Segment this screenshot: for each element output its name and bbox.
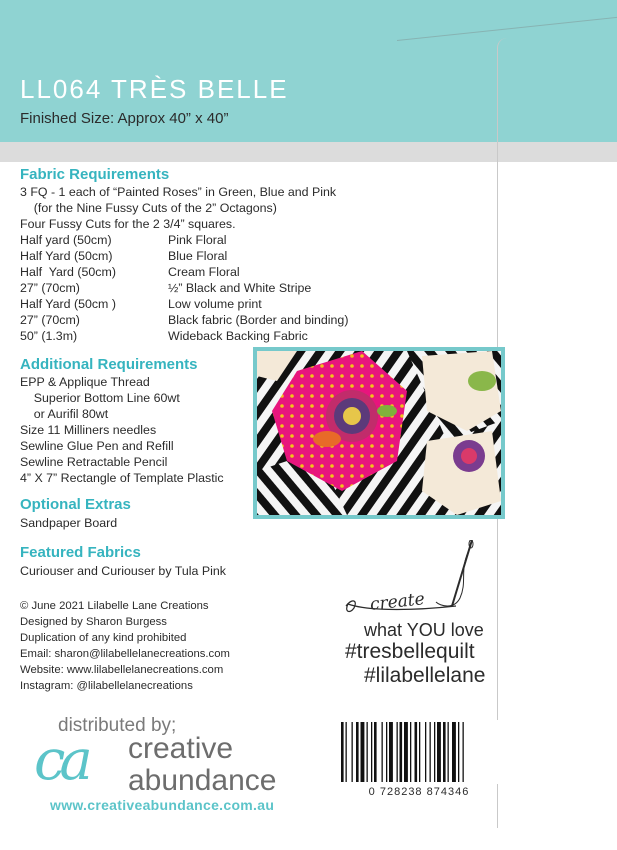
fabric-intro-line: 3 FQ - 1 each of “Painted Roses” in Green, Blue and Pink	[20, 185, 337, 199]
credit-line: Instagram: @lilabellelanecreations	[20, 680, 193, 692]
barcode-number: 0 728238 874346	[368, 786, 470, 798]
distributor-website-link[interactable]: www.creativeabundance.com.au	[50, 797, 275, 813]
hashtag-quilt: #tresbellequilt	[345, 640, 475, 663]
credit-line: Designed by Sharon Burgess	[20, 616, 167, 628]
quilt-photo-image	[257, 351, 501, 515]
creative-abundance-logo-mark: ca	[34, 728, 87, 793]
fabric-description: Black fabric (Border and binding)	[168, 313, 349, 327]
credit-line: Website: www.lilabellelanecreations.com	[20, 664, 224, 676]
distributor-name-line2: abundance	[128, 764, 277, 797]
optional-extra-line: Sandpaper Board	[20, 516, 118, 530]
credit-line: Duplication of any kind prohibited	[20, 632, 187, 644]
fabric-quantity: Half Yard (50cm)	[20, 249, 113, 263]
fabric-description: Pink Floral	[168, 233, 227, 247]
pattern-title: LL064 TRÈS BELLE	[20, 74, 289, 104]
fabric-quantity: Half Yard (50cm )	[20, 297, 116, 311]
distributed-by-label: distributed by;	[58, 715, 177, 736]
fabric-description: Wideback Backing Fabric	[168, 329, 308, 343]
fabric-intro-line: (for the Nine Fussy Cuts of the 2” Octagons)	[20, 201, 277, 215]
fabric-description: Blue Floral	[168, 249, 228, 263]
fabric-quantity: Half Yard (50cm)	[20, 265, 116, 279]
requirement-line: Superior Bottom Line 60wt	[20, 391, 180, 405]
quilt-photo	[253, 347, 505, 519]
requirement-line: or Aurifil 80wt	[20, 407, 109, 421]
envelope-tab-edge	[497, 38, 617, 828]
featured-fabrics-heading: Featured Fabrics	[20, 544, 141, 561]
requirement-line: Sewline Glue Pen and Refill	[20, 439, 174, 453]
credit-line: Email: sharon@lilabellelanecreations.com	[20, 648, 230, 660]
fabric-quantity: 50” (1.3m)	[20, 329, 78, 343]
fabric-quantity: 27” (70cm)	[20, 281, 80, 295]
barcode-image	[339, 720, 499, 784]
requirement-line: 4” X 7” Rectangle of Template Plastic	[20, 471, 224, 485]
tagline-create: create	[369, 589, 426, 615]
requirement-line: Size 11 Milliners needles	[20, 423, 157, 437]
fabric-description: Low volume print	[168, 297, 262, 311]
distributor-name-line1: creative	[128, 732, 234, 765]
hashtag-brand: #lilabellelane	[364, 664, 486, 687]
credit-line: © June 2021 Lilabelle Lane Creations	[20, 600, 209, 612]
requirement-line: Sewline Retractable Pencil	[20, 455, 168, 469]
requirement-line: EPP & Applique Thread	[20, 375, 150, 389]
fabric-requirements-heading: Fabric Requirements	[20, 166, 170, 183]
fabric-quantity: Half yard (50cm)	[20, 233, 112, 247]
tagline-love: what YOU love	[364, 620, 484, 640]
finished-size: Finished Size: Approx 40” x 40”	[20, 110, 229, 127]
fabric-quantity: 27” (70cm)	[20, 313, 80, 327]
fabric-description: ½” Black and White Stripe	[168, 281, 312, 295]
fabric-intro-line: Four Fussy Cuts for the 2 3/4” squares.	[20, 217, 236, 231]
optional-extras-heading: Optional Extras	[20, 496, 131, 513]
fabric-description: Cream Floral	[168, 265, 240, 279]
featured-fabric-line: Curiouser and Curiouser by Tula Pink	[20, 564, 226, 578]
additional-requirements-heading: Additional Requirements	[20, 356, 198, 373]
